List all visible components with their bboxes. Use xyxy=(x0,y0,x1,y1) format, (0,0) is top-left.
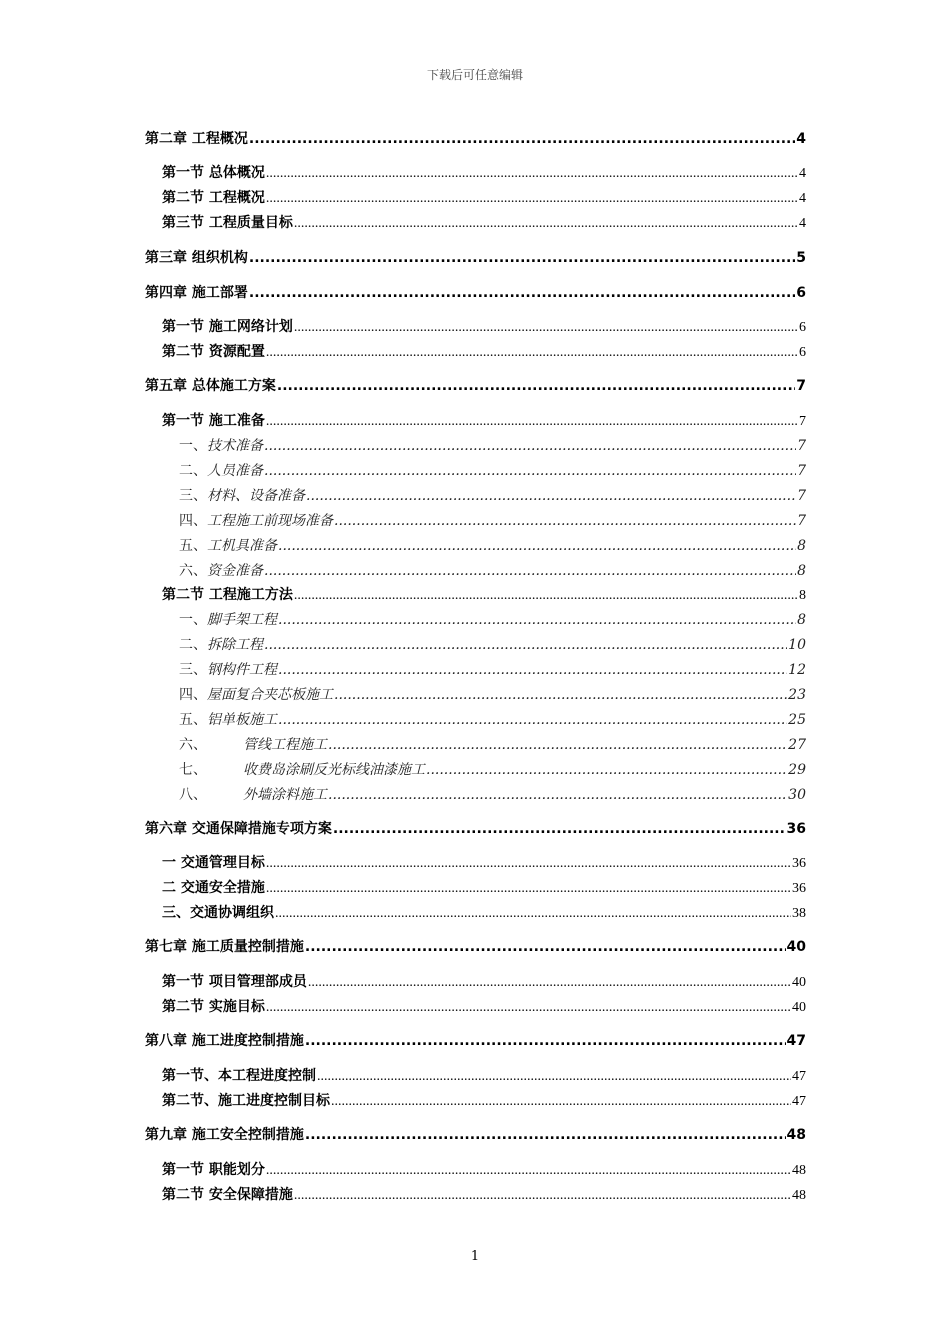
toc-dot-leader xyxy=(426,762,787,778)
toc-entry-section[interactable] xyxy=(162,1159,806,1179)
toc-page-number: 48 xyxy=(792,1163,806,1178)
toc-entry-title: 第二节、施工进度控制目标 xyxy=(162,1093,330,1109)
toc-page-number: 29 xyxy=(788,762,806,778)
toc-entry-section[interactable] xyxy=(162,877,806,897)
toc-entry-title: 第一节、本工程进度控制 xyxy=(162,1068,316,1084)
toc-entry-item[interactable] xyxy=(179,734,806,754)
toc-dot-leader xyxy=(266,345,798,361)
toc-item-number: 一、 xyxy=(179,612,207,628)
toc-item-number: 四、 xyxy=(179,513,207,529)
toc-dot-leader xyxy=(308,975,791,991)
toc-entry-section[interactable] xyxy=(162,1184,806,1204)
toc-page-number: 48 xyxy=(786,1127,806,1143)
toc-item-title: 铝单板施工 xyxy=(207,712,277,728)
toc-entry-chapter[interactable] xyxy=(145,247,806,267)
toc-entry-section[interactable] xyxy=(162,852,806,872)
toc-entry-chapter[interactable] xyxy=(145,936,806,956)
toc-entry-title xyxy=(179,510,333,530)
toc-dot-leader xyxy=(275,906,791,922)
toc-dot-leader xyxy=(249,250,795,266)
toc-entry-chapter[interactable] xyxy=(145,282,806,302)
toc-page-number: 36 xyxy=(792,881,806,896)
toc-dot-leader xyxy=(328,787,787,803)
toc-page-number: 48 xyxy=(792,1188,806,1203)
toc-entry-title xyxy=(179,634,263,654)
toc-dot-leader xyxy=(264,438,796,454)
toc-entry-title: 第二章 工程概况 xyxy=(145,131,248,147)
toc-page-number: 8 xyxy=(797,538,806,554)
toc-entry-section[interactable] xyxy=(162,971,806,991)
toc-dot-leader xyxy=(305,1033,786,1049)
toc-entry-item[interactable] xyxy=(179,634,806,654)
toc-page-number: 6 xyxy=(799,320,806,335)
toc-entry-item[interactable] xyxy=(179,609,806,629)
toc-dot-leader xyxy=(278,712,787,728)
toc-dot-leader xyxy=(266,1163,791,1179)
toc-page-number: 7 xyxy=(797,488,806,504)
toc-entry-section[interactable] xyxy=(162,341,806,361)
toc-item-number: 三、 xyxy=(179,488,207,504)
toc-entry-title: 第二节 安全保障措施 xyxy=(162,1187,293,1203)
toc-dot-leader xyxy=(331,1094,791,1110)
toc-entry-item[interactable] xyxy=(179,684,806,704)
toc-entry-title xyxy=(179,659,277,679)
toc-entry-section[interactable] xyxy=(162,187,806,207)
toc-dot-leader xyxy=(277,378,795,394)
toc-entry-title: 第三章 组织机构 xyxy=(145,250,248,266)
toc-page-number: 7 xyxy=(796,378,806,394)
toc-page-number: 40 xyxy=(792,1000,806,1015)
toc-entry-title xyxy=(179,609,277,629)
toc-entry-title: 第九章 施工安全控制措施 xyxy=(145,1127,304,1143)
toc-item-number: 二、 xyxy=(179,637,207,653)
toc-dot-leader xyxy=(278,662,787,678)
toc-item-title: 工机具准备 xyxy=(207,538,277,554)
toc-page-number: 38 xyxy=(792,906,806,921)
toc-entry-title xyxy=(179,684,333,704)
toc-page-number: 6 xyxy=(799,345,806,360)
toc-item-number: 二、 xyxy=(179,463,207,479)
toc-dot-leader xyxy=(264,637,787,653)
toc-entry-section[interactable] xyxy=(162,1065,806,1085)
toc-item-title: 人员准备 xyxy=(207,463,263,479)
toc-dot-leader xyxy=(249,131,795,147)
toc-item-title: 外墙涂料施工 xyxy=(243,787,327,803)
toc-entry-chapter[interactable] xyxy=(145,1124,806,1144)
toc-entry-title: 第一节 施工准备 xyxy=(162,413,265,429)
toc-entry-title: 第三节 工程质量目标 xyxy=(162,215,293,231)
toc-item-number: 八、 xyxy=(179,787,207,803)
toc-dot-leader xyxy=(328,737,787,753)
toc-dot-leader xyxy=(305,939,786,955)
toc-entry-item[interactable] xyxy=(179,659,806,679)
toc-dot-leader xyxy=(294,320,798,336)
toc-page-number: 7 xyxy=(799,414,806,429)
toc-item-title: 收费岛涂刷反光标线油漆施工 xyxy=(243,762,425,778)
toc-entry-item[interactable] xyxy=(179,485,806,505)
toc-page-number: 36 xyxy=(786,821,806,837)
toc-item-number: 一、 xyxy=(179,438,207,454)
toc-dot-leader xyxy=(266,414,798,430)
toc-page-number: 12 xyxy=(788,662,806,678)
page-number: 1 xyxy=(470,1249,480,1264)
toc-entry-section[interactable] xyxy=(162,212,806,232)
toc-dot-leader xyxy=(264,463,796,479)
toc-page-number: 30 xyxy=(788,787,806,803)
toc-dot-leader xyxy=(334,687,787,703)
toc-entry-title: 第二节 资源配置 xyxy=(162,344,265,360)
toc-entry-section[interactable] xyxy=(162,902,806,922)
toc-dot-leader xyxy=(264,563,796,579)
toc-entry-title: 第八章 施工进度控制措施 xyxy=(145,1033,304,1049)
toc-item-number: 五、 xyxy=(179,538,207,554)
toc-entry-title: 第二节 实施目标 xyxy=(162,999,265,1015)
toc-item-title: 屋面复合夹芯板施工 xyxy=(207,687,333,703)
toc-entry-title xyxy=(179,709,277,729)
toc-dot-leader xyxy=(305,1127,786,1143)
toc-entry-section[interactable] xyxy=(162,410,806,430)
toc-item-number: 四、 xyxy=(179,687,207,703)
toc-entry-section[interactable] xyxy=(162,316,806,336)
toc-entry-chapter[interactable] xyxy=(145,1030,806,1050)
toc-page-number: 7 xyxy=(797,438,806,454)
toc-item-title: 工程施工前现场准备 xyxy=(207,513,333,529)
toc-page-number: 7 xyxy=(797,463,806,479)
toc-page-number: 27 xyxy=(788,737,806,753)
toc-page-number: 5 xyxy=(796,250,806,266)
toc-dot-leader xyxy=(266,191,798,207)
toc-dot-leader xyxy=(249,285,795,301)
toc-dot-leader xyxy=(266,1000,791,1016)
toc-page-number: 7 xyxy=(797,513,806,529)
toc-dot-leader xyxy=(334,513,796,529)
toc-entry-title: 第一节 施工网络计划 xyxy=(162,319,293,335)
toc-dot-leader xyxy=(278,538,796,554)
toc-page-number: 47 xyxy=(792,1069,806,1084)
toc-page-number: 4 xyxy=(799,216,806,231)
toc-item-number: 五、 xyxy=(179,712,207,728)
toc-entry-title xyxy=(179,560,263,580)
toc-page-number: 47 xyxy=(786,1033,806,1049)
toc-dot-leader xyxy=(294,1188,791,1204)
toc-item-title: 资金准备 xyxy=(207,563,263,579)
toc-page-number: 8 xyxy=(797,563,806,579)
toc-item-number: 六、 xyxy=(179,737,207,753)
toc-entry-item[interactable] xyxy=(179,784,806,804)
toc-dot-leader xyxy=(317,1069,791,1085)
toc-page-number: 6 xyxy=(796,285,806,301)
toc-entry-title: 一 交通管理目标 xyxy=(162,855,265,871)
toc-item-number: 三、 xyxy=(179,662,207,678)
toc-entry-title xyxy=(179,759,425,779)
toc-item-number: 六、 xyxy=(179,563,207,579)
toc-page-number: 23 xyxy=(788,687,806,703)
toc-page-number: 4 xyxy=(799,191,806,206)
toc-entry-title xyxy=(179,435,263,455)
toc-entry-chapter[interactable] xyxy=(145,128,806,148)
toc-entry-item[interactable] xyxy=(179,709,806,729)
toc-page-number: 40 xyxy=(792,975,806,990)
toc-item-title: 材料、设备准备 xyxy=(207,488,305,504)
toc-entry-title: 第六章 交通保障措施专项方案 xyxy=(145,821,332,837)
toc-page-number: 40 xyxy=(786,939,806,955)
toc-entry-item[interactable] xyxy=(179,510,806,530)
toc-dot-leader xyxy=(266,166,798,182)
toc-entry-title: 第二节 工程施工方法 xyxy=(162,587,293,603)
toc-entry-title xyxy=(179,784,327,804)
toc-entry-title xyxy=(179,535,277,555)
toc-entry-chapter[interactable] xyxy=(145,818,806,838)
toc-entry-title: 第一节 总体概况 xyxy=(162,165,265,181)
toc-item-title: 钢构件工程 xyxy=(207,662,277,678)
toc-page-number: 4 xyxy=(799,166,806,181)
page-header: 下载后可任意编辑 xyxy=(426,68,523,82)
toc-entry-title xyxy=(179,460,263,480)
toc-entry-title: 三、交通协调组织 xyxy=(162,905,274,921)
toc-dot-leader xyxy=(278,612,796,628)
toc-entry-title: 二 交通安全措施 xyxy=(162,880,265,896)
toc-entry-title: 第五章 总体施工方案 xyxy=(145,378,276,394)
toc-dot-leader xyxy=(266,881,791,897)
toc-item-title: 管线工程施工 xyxy=(243,737,327,753)
toc-entry-section[interactable] xyxy=(162,584,806,604)
toc-entry-title: 第七章 施工质量控制措施 xyxy=(145,939,304,955)
toc-page-number: 8 xyxy=(797,612,806,628)
toc-page-number: 25 xyxy=(788,712,806,728)
toc-page-number: 8 xyxy=(799,588,806,603)
toc-dot-leader xyxy=(333,821,786,837)
toc-entry-section[interactable] xyxy=(162,996,806,1016)
toc-entry-item[interactable] xyxy=(179,460,806,480)
toc-page-number: 47 xyxy=(792,1094,806,1109)
toc-item-number: 七、 xyxy=(179,762,207,778)
toc-entry-chapter[interactable] xyxy=(145,375,806,395)
toc-entry-title: 第一节 项目管理部成员 xyxy=(162,974,307,990)
toc-entry-title: 第一节 职能划分 xyxy=(162,1162,265,1178)
toc-entry-item[interactable] xyxy=(179,759,806,779)
toc-entry-title xyxy=(179,485,305,505)
toc-item-title: 拆除工程 xyxy=(207,637,263,653)
toc-entry-section[interactable] xyxy=(162,1090,806,1110)
toc-dot-leader xyxy=(306,488,796,504)
toc-dot-leader xyxy=(294,588,798,604)
toc-entry-item[interactable] xyxy=(179,560,806,580)
toc-entry-item[interactable] xyxy=(179,435,806,455)
toc-dot-leader xyxy=(294,216,798,232)
toc-entry-title: 第二节 工程概况 xyxy=(162,190,265,206)
toc-dot-leader xyxy=(266,856,791,872)
toc-entry-title: 第四章 施工部署 xyxy=(145,285,248,301)
toc-item-title: 技术准备 xyxy=(207,438,263,454)
toc-page-number: 4 xyxy=(796,131,806,147)
toc-entry-section[interactable] xyxy=(162,162,806,182)
toc-page-number: 36 xyxy=(792,856,806,871)
toc-entry-title xyxy=(179,734,327,754)
toc-entry-item[interactable] xyxy=(179,535,806,555)
toc-page-number: 10 xyxy=(788,637,806,653)
toc-item-title: 脚手架工程 xyxy=(207,612,277,628)
